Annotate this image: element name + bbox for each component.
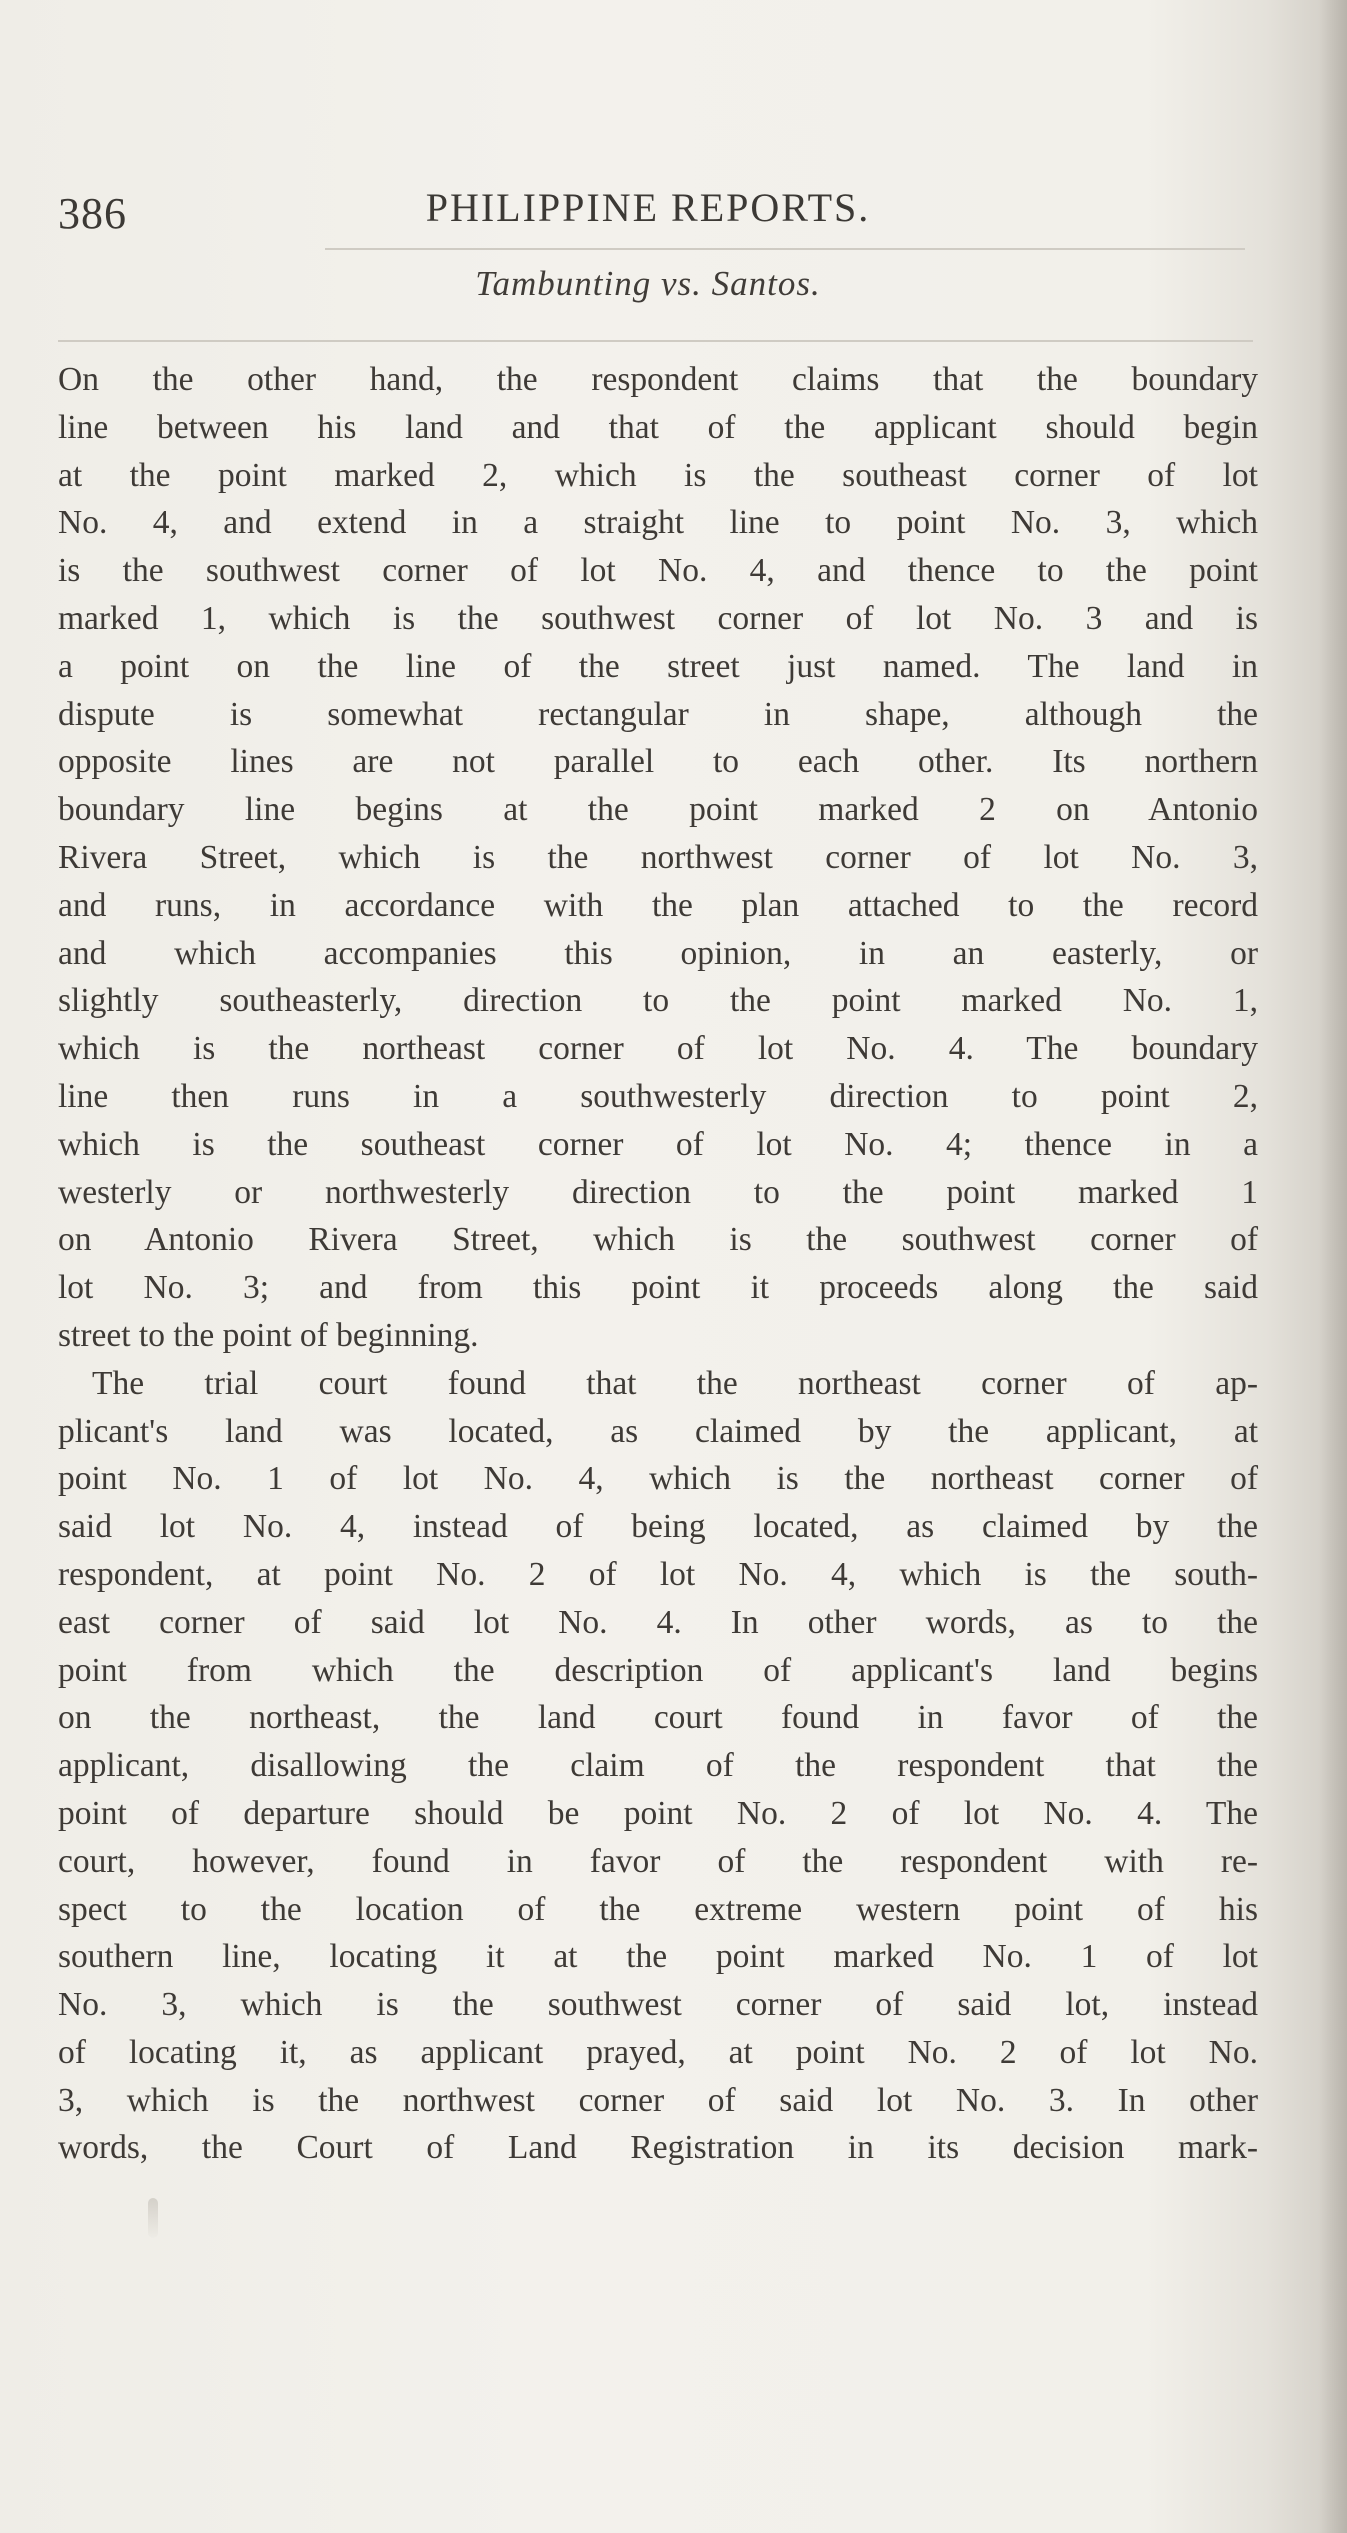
text-line: slightly southeasterly, direction to the point marked No. 1, — [58, 982, 1258, 1020]
text-line: point from which the description of applicant's land begins — [58, 1651, 1258, 1689]
text-line: and which accompanies this opinion, in an easterly, or — [58, 934, 1258, 972]
text-line: westerly or northwesterly direction to the point marked 1 — [58, 1173, 1258, 1211]
text-line: marked 1, which is the southwest corner of lot No. 3 and is — [58, 599, 1258, 637]
text-line: southern line, locating it at the point marked No. 1 of lot — [58, 1938, 1258, 1976]
text-line: line between his land and that of the applicant should begin — [58, 408, 1258, 446]
paragraph-end-line: street to the point of beginning. — [58, 1316, 479, 1354]
text-line: Rivera Street, which is the northwest corner of lot No. 3, — [58, 838, 1258, 876]
text-line: words, the Court of Land Registration in its decision mark- — [58, 2129, 1258, 2167]
text-line: court, however, found in favor of the respondent with re- — [58, 1842, 1258, 1880]
text-line: said lot No. 4, instead of being located, as claimed by the — [58, 1508, 1258, 1546]
page-gutter-shadow — [1319, 0, 1347, 2533]
text-line: is the southwest corner of lot No. 4, and thence to the point — [58, 552, 1258, 590]
text-line: point of departure should be point No. 2 of lot No. 4. The — [58, 1794, 1258, 1832]
text-line: east corner of said lot No. 4. In other words, as to the — [58, 1603, 1258, 1641]
text-line: No. 3, which is the southwest corner of said lot, instead — [58, 1986, 1258, 2024]
text-line: on the northeast, the land court found in favor of the — [58, 1699, 1258, 1737]
text-line: point No. 1 of lot No. 4, which is the northeast corner of — [58, 1460, 1258, 1498]
body-text — [58, 356, 1258, 2172]
text-line: line then runs in a southwesterly direction to point 2, — [58, 1077, 1258, 1115]
running-head: PHILIPPINE REPORTS. — [425, 185, 871, 230]
text-line: a point on the line of the street just named. The land in — [58, 647, 1258, 685]
text-line: on Antonio Rivera Street, which is the southwest corner of — [58, 1221, 1258, 1259]
case-title: Tambunting vs. Santos. — [475, 264, 821, 303]
text-line: boundary line begins at the point marked 2 on Antonio — [58, 791, 1258, 829]
header-rule — [325, 248, 1245, 250]
text-line: lot No. 3; and from this point it proceeds along the said — [58, 1269, 1258, 1307]
text-line: applicant, disallowing the claim of the respondent that the — [58, 1747, 1258, 1785]
title-rule — [58, 340, 1253, 342]
text-line: dispute is somewhat rectangular in shape, although the — [58, 695, 1258, 733]
text-line: which is the northeast corner of lot No. 4. The boundary — [58, 1030, 1258, 1068]
page-number: 386 — [58, 189, 127, 238]
text-line: and runs, in accordance with the plan attached to the record — [58, 886, 1258, 924]
text-line: respondent, at point No. 2 of lot No. 4, which is the south- — [58, 1555, 1258, 1593]
ink-blot — [148, 2198, 158, 2238]
text-line: 3, which is the northwest corner of said lot No. 3. In other — [58, 2081, 1258, 2119]
page-header — [58, 180, 1238, 240]
text-line: spect to the location of the extreme western point of his — [58, 1890, 1258, 1928]
text-line: of locating it, as applicant prayed, at point No. 2 of lot No. — [58, 2033, 1258, 2071]
text-line: opposite lines are not parallel to each other. Its northern — [58, 743, 1258, 781]
paragraph-first-line: The trial court found that the northeast corner of ap- — [92, 1364, 1258, 1402]
text-line: On the other hand, the respondent claims that the boundary — [58, 361, 1258, 398]
text-line: which is the southeast corner of lot No. 4; thence in a — [58, 1125, 1258, 1163]
text-line: No. 4, and extend in a straight line to point No. 3, which — [58, 504, 1258, 542]
text-line: at the point marked 2, which is the southeast corner of lot — [58, 456, 1258, 494]
text-line: plicant's land was located, as claimed by the applicant, at — [58, 1412, 1258, 1450]
